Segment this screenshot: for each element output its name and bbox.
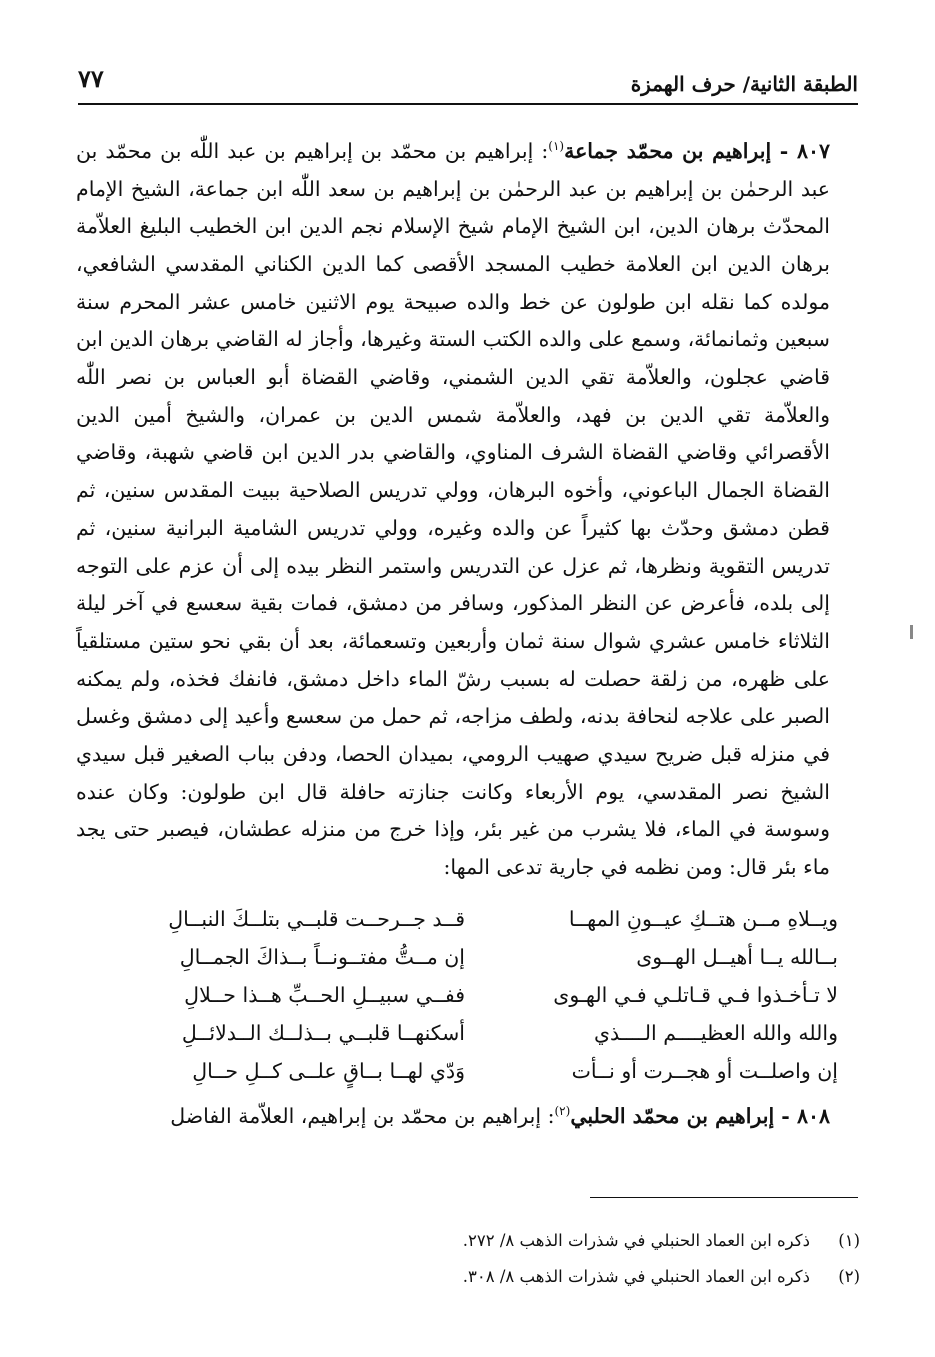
poem-verse <box>76 1053 860 1091</box>
footnote-text: ذكره ابن العماد الحنبلي في شذرات الذهب ٨/ ٣٠٨. <box>462 1267 810 1286</box>
entry-807-body: إبراهيم بن محمّد بن إبراهيم بن عبد اللّٰه بن محمّد بن عبد الرحمٰن بن إبراهيم بن عبد الرحمٰن بن إبراهيم بن سعد اللّٰه ابن جماعة، الشيخ الإمام المحدّث برهان الدين، ابن الشيخ الإمام شيخ الإسلام نجم الدين ابن الخطيب البليغ العلاّمة برهان الدين ابن العلامة خطيب المسجد الأقصى كما الدين الكناني المقدسي الشافعي، مولده كما نقله ابن طولون عن خط والده صبيحة يوم الاثنين خامس عشر المحرم سنة سبعين وثمانمائة، وسمع على والده الكتب الستة وغيرها، وأجاز له القاضي برهان الدين ابن قاضي عجلون، والعلاّمة تقي الدين الشمني، وقاضي القضاة أبو العباس بن نصر اللّٰه والعلاّمة تقي الدين بن فهد، والعلاّمة شمس الدين بن عمران، والشيخ أمين الدين الأقصرائي وقاضي القضاة الشرف المناوي، والقاضي بدر الدين ابن قاضي شهبة، وقاضي القضاة الجمال الباعوني، وأخوه البرهان، وولي تدريس الصلاحية ببيت المقدس سنين، ثم قطن دمشق وحدّث بها كثيراً عن والده وغيره، وولي تدريس الشامية البرانية سنين، ثم تدريس التقوية ونظرها، ثم عزل عن التدريس واستمر النظر بيده إلى أن عزم على التوجه إلى بلده، فأعرض عن النظر المذكور، وسافر من دمشق، فمات بقية سعسع في آخر ليلة الثلاثاء خامس عشري شوال سنة ثمان وأربعين وتسعمائة، بعد أن بقي نحو ستين مستلقياً على ظهره، من زلقة حصلت له بسبب رشّ الماء داخل دمشق، فانفك فخذه، ولم يمكنه الصبر على علاجه لنحافة بدنه، ولطف مزاجه، ثم حمل من سعسع وأعيد إلى دمشق وغسل في منزله قبل ضريح سيدي صهيب الرومي، بميدان الحصا، ودفن بباب الصغير قبل سيدي الشيخ نصر المقدسي، يوم الأربعاء وكانت جنازته حافلة قال ابن طولون: وكان عنده وسوسة في الماء، فلا يشرب من غير بئر، وإذا خرج من منزله عطشان، فيصبر حتى يجد ماء بئر قال: ومن نظمه في جارية تدعى المها: <box>76 138 830 880</box>
header-rule <box>78 103 858 105</box>
verse-second-hemistich: قــد جــرحــت قلبــي بتلــكَ النبــالِ <box>168 906 465 931</box>
running-title: الطبقة الثانية/ حرف الهمزة <box>630 72 858 96</box>
footnote-number: (٢) <box>838 1267 860 1286</box>
entry-808 <box>76 1093 860 1136</box>
entry-807-title: إبراهيم بن محمّد جماعة <box>564 138 772 163</box>
verse-second-hemistich: ففــي سبيــلِ الحــبِّ هــذا حــلالِ <box>184 982 465 1007</box>
entry-808-heading <box>570 1104 830 1128</box>
entry-807-colon: : <box>541 138 549 163</box>
entry-808-colon: : <box>547 1103 555 1128</box>
poem-verse <box>76 977 860 1015</box>
verse-first-hemistich: إن واصلــت أو هجــرت أو نــأت <box>571 1058 838 1083</box>
verse-second-hemistich: وَدّي لهــا بــاقٍ علــى كــلِ حــالِ <box>192 1058 465 1083</box>
entry-807 <box>76 128 860 887</box>
running-header <box>78 62 858 102</box>
footnote-text: ذكره ابن العماد الحنبلي في شذرات الذهب ٨/ ٢٧٢. <box>462 1231 810 1250</box>
footnote-number: (١) <box>838 1231 860 1250</box>
poem-verse <box>76 939 860 977</box>
entry-807-heading <box>564 139 830 163</box>
verse-first-hemistich: بــالله يــا أهيــل الهــوى <box>636 944 838 969</box>
footnote-rule <box>590 1197 858 1198</box>
page-number: ٧٧ <box>78 64 104 93</box>
verse-first-hemistich: ويــلاهِ مــن هتــكِ عيــونِ المهــا <box>568 906 838 931</box>
footnote-ref-2: (٢) <box>554 1103 571 1118</box>
footnotes <box>300 1223 860 1295</box>
poem-verse <box>76 901 860 939</box>
entry-808-body: إبراهيم بن محمّد بن إبراهيم، العلاّمة الفاضل <box>170 1103 542 1128</box>
entry-808-number: ٨٠٨ - <box>781 1103 830 1128</box>
verse-first-hemistich: والله والله العظيــــم الــــذي <box>593 1020 838 1045</box>
verse-second-hemistich: إن مــتُّ مفتــونــاً بــذاكَ الجمــالِ <box>179 944 465 969</box>
poem <box>76 901 860 1091</box>
footnote-ref-1: (١) <box>548 139 565 153</box>
entry-807-number: ٨٠٧ - <box>779 138 830 163</box>
footnote <box>300 1259 860 1295</box>
poem-verse <box>76 1015 860 1053</box>
verse-first-hemistich: لا تـأخـذوا فـي قـاتلـي فـي الهـوى <box>553 982 838 1007</box>
margin-mark <box>910 625 913 639</box>
main-text <box>76 128 860 1135</box>
footnote <box>300 1223 860 1259</box>
entry-808-title: إبراهيم بن محمّد الحلبي <box>570 1103 775 1128</box>
verse-second-hemistich: أسكنهــا قلبــي بــذلــك الــدلائــلِ <box>181 1020 465 1045</box>
